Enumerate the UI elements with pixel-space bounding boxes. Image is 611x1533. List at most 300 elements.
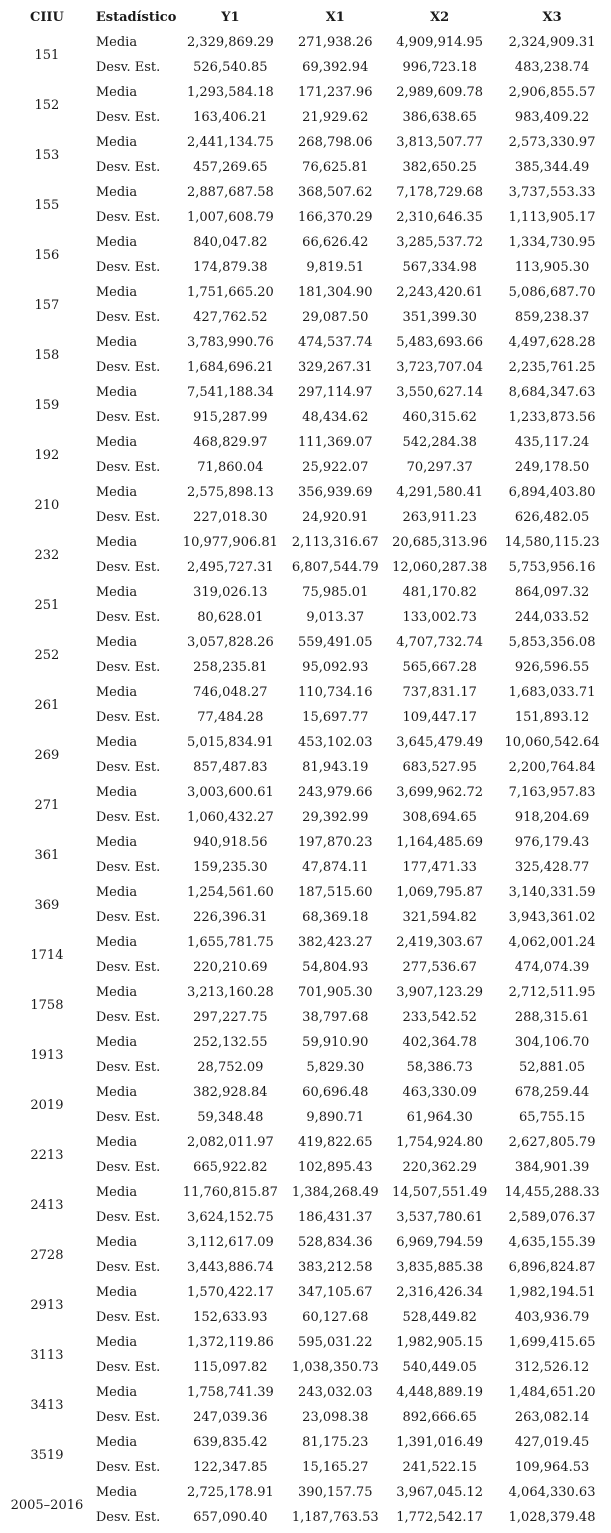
table-row [0,1480,611,1505]
statistic-label: Media [95,135,138,150]
cell-x2: 5,483,693.66 [396,335,484,350]
cell-y1: 746,048.27 [193,685,268,700]
statistic-label: Desv. Est. [95,360,161,375]
statistic-label: Desv. Est. [95,1110,161,1125]
cell-x2: 4,909,914.95 [396,35,484,50]
header-ciiu: CIIU [30,9,64,25]
cell-x2: 892,666.65 [402,1410,477,1425]
statistic-label: Desv. Est. [95,60,161,75]
cell-y1: 77,484.28 [197,710,264,725]
cell-x2: 241,522.15 [402,1460,477,1475]
header-x2: X2 [430,9,450,25]
cell-x2: 1,982,905.15 [396,1335,484,1350]
table-row [0,980,611,1005]
cell-x1: 38,797.68 [302,1010,369,1025]
cell-x2: 996,723.18 [402,60,477,75]
cell-y1: 457,269.65 [193,160,268,175]
cell-x1: 6,807,544.79 [291,560,379,575]
table-row [0,30,611,55]
header-row [0,4,611,30]
cell-x1: 76,625.81 [302,160,369,175]
cell-x1: 390,157.75 [298,1485,373,1500]
cell-y1: 2,725,178.91 [186,1485,274,1500]
cell-y1: 227,018.30 [193,510,268,525]
statistic-label: Media [95,1335,138,1350]
header-estadistico: Estadístico [95,9,177,25]
statistic-label: Media [95,1085,138,1100]
ciiu-code: 157 [34,297,60,313]
cell-x1: 356,939.69 [298,485,373,500]
cell-x2: 3,645,479.49 [396,735,484,750]
cell-x2: 4,707,732.74 [396,635,484,650]
cell-x3: 678,259.44 [514,1085,590,1100]
cell-x1: 595,031.22 [298,1335,373,1350]
statistic-label: Media [95,635,138,650]
cell-x1: 29,392.99 [302,810,369,825]
cell-x2: 58,386.73 [406,1060,473,1075]
header-x3: X3 [542,9,562,25]
cell-x3: 2,324,909.31 [508,35,596,50]
table-row [0,680,611,705]
statistic-label: Desv. Est. [95,710,161,725]
ciiu-code: 252 [34,647,60,663]
cell-x2: 3,550,627.14 [396,385,484,400]
cell-x3: 5,853,356.08 [508,635,596,650]
cell-y1: 3,624,152.75 [186,1210,274,1225]
ciiu-code: 155 [34,197,60,213]
cell-x1: 1,038,350.73 [291,1360,379,1375]
statistic-label: Media [95,735,138,750]
ciiu-code: 152 [34,97,60,113]
statistic-label: Media [95,1185,138,1200]
statistic-label: Desv. Est. [95,260,161,275]
cell-y1: 122,347.85 [193,1460,268,1475]
cell-x2: 528,449.82 [402,1310,477,1325]
cell-y1: 665,922.82 [193,1160,268,1175]
cell-x3: 976,179.43 [514,835,590,850]
cell-x1: 21,929.62 [302,110,369,125]
cell-x3: 2,573,330.97 [508,135,596,150]
cell-x1: 60,696.48 [302,1085,369,1100]
cell-x1: 111,369.07 [298,435,373,450]
cell-x3: 1,699,415.65 [508,1335,596,1350]
cell-x3: 2,627,805.79 [508,1135,596,1150]
cell-x1: 95,092.93 [302,660,369,675]
cell-x2: 3,967,045.12 [396,1485,484,1500]
cell-x2: 3,537,780.61 [396,1210,484,1225]
cell-x2: 3,723,707.04 [396,360,484,375]
cell-y1: 1,372,119.86 [186,1335,274,1350]
cell-x3: 2,906,855.57 [508,85,596,100]
ciiu-code: 232 [34,547,60,563]
table-row [0,630,611,655]
cell-x3: 1,683,033.71 [508,685,596,700]
cell-x3: 65,755.15 [518,1110,586,1125]
statistic-label: Desv. Est. [95,1510,161,1525]
table-row [0,280,611,305]
table-row [0,230,611,255]
cell-y1: 11,760,815.87 [182,1185,278,1200]
ciiu-code: 151 [34,47,60,63]
cell-x2: 737,831.17 [402,685,477,700]
cell-x3: 403,936.79 [514,1310,590,1325]
cell-y1: 226,396.31 [193,910,268,925]
statistic-label: Media [95,335,138,350]
table-row [0,330,611,355]
cell-x1: 166,370.29 [298,210,373,225]
cell-x3: 983,409.22 [514,110,590,125]
cell-x3: 325,428.77 [514,860,590,875]
ciiu-code: 1714 [30,947,64,963]
cell-x3: 3,140,331.59 [508,885,596,900]
cell-y1: 1,570,422.17 [186,1285,274,1300]
cell-x1: 329,267.31 [298,360,373,375]
cell-y1: 2,441,134.75 [186,135,274,150]
ciiu-code: 2213 [30,1147,64,1163]
statistic-label: Media [95,585,138,600]
cell-x2: 2,316,426.34 [396,1285,484,1300]
cell-x1: 25,922.07 [302,460,369,475]
cell-y1: 657,090.40 [193,1510,268,1525]
ciiu-code: 2005–2016 [10,1497,84,1513]
cell-y1: 297,227.75 [193,1010,268,1025]
cell-y1: 2,495,727.31 [186,560,274,575]
cell-x3: 5,086,687.70 [508,285,596,300]
cell-x2: 12,060,287.38 [392,560,488,575]
cell-x1: 419,822.65 [298,1135,373,1150]
cell-x1: 68,369.18 [302,910,369,925]
cell-x1: 382,423.27 [298,935,373,950]
cell-x3: 1,028,379.48 [508,1510,596,1525]
cell-y1: 1,293,584.18 [186,85,274,100]
cell-y1: 5,015,834.91 [186,735,274,750]
statistic-label: Desv. Est. [95,110,161,125]
cell-x1: 75,985.01 [302,585,369,600]
statistic-label: Media [95,935,138,950]
cell-x2: 3,813,507.77 [396,135,484,150]
ciiu-code: 251 [34,597,60,613]
statistic-label: Desv. Est. [95,1010,161,1025]
cell-x2: 565,667.28 [402,660,477,675]
cell-x2: 277,536.67 [402,960,477,975]
table-row [0,1130,611,1155]
cell-x3: 1,982,194.51 [508,1285,596,1300]
statistic-label: Media [95,1035,138,1050]
cell-y1: 468,829.97 [193,435,268,450]
cell-x1: 110,734.16 [298,685,373,700]
statistic-label: Media [95,85,138,100]
statistic-label: Media [95,35,138,50]
cell-x2: 3,285,537.72 [396,235,484,250]
cell-y1: 1,007,608.79 [186,210,274,225]
cell-x2: 308,694.65 [402,810,477,825]
cell-x2: 542,284.38 [402,435,477,450]
table-row [0,1280,611,1305]
statistic-label: Desv. Est. [95,610,161,625]
cell-y1: 319,026.13 [193,585,268,600]
cell-x1: 383,212.58 [298,1260,373,1275]
cell-y1: 2,575,898.13 [186,485,274,500]
statistic-label: Media [95,235,138,250]
cell-x2: 2,310,646.35 [396,210,484,225]
cell-x2: 402,364.78 [402,1035,477,1050]
cell-x3: 474,074.39 [514,960,590,975]
statistic-label: Desv. Est. [95,660,161,675]
table-row [0,480,611,505]
cell-x3: 483,238.74 [514,60,590,75]
ciiu-code: 153 [34,147,60,163]
cell-y1: 1,060,432.27 [186,810,274,825]
cell-x1: 368,507.62 [298,185,373,200]
table-row [0,380,611,405]
cell-y1: 71,860.04 [197,460,264,475]
ciiu-code: 2913 [30,1297,64,1313]
cell-y1: 915,287.99 [193,410,268,425]
cell-x3: 3,943,361.02 [508,910,596,925]
cell-x3: 626,482.05 [514,510,590,525]
cell-x2: 4,291,580.41 [396,485,484,500]
cell-x3: 2,712,511.95 [508,985,596,1000]
statistic-label: Desv. Est. [95,460,161,475]
cell-x3: 3,737,553.33 [508,185,596,200]
ciiu-code: 158 [34,347,60,363]
cell-x1: 474,537.74 [298,335,373,350]
statistic-label: Media [95,485,138,500]
cell-x1: 60,127.68 [302,1310,369,1325]
cell-x3: 8,684,347.63 [508,385,596,400]
cell-y1: 252,132.55 [193,1035,268,1050]
cell-y1: 59,348.48 [197,1110,264,1125]
cell-x2: 540,449.05 [402,1360,477,1375]
cell-x1: 81,175.23 [302,1435,369,1450]
statistic-label: Desv. Est. [95,1160,161,1175]
cell-x3: 1,233,873.56 [508,410,596,425]
cell-x2: 3,835,885.38 [396,1260,484,1275]
cell-y1: 115,097.82 [193,1360,268,1375]
cell-x1: 701,905.30 [298,985,373,1000]
cell-x2: 14,507,551.49 [392,1185,488,1200]
cell-x2: 70,297.37 [406,460,473,475]
statistic-label: Desv. Est. [95,910,161,925]
cell-x2: 2,989,609.78 [396,85,484,100]
cell-x3: 14,580,115.23 [504,535,600,550]
cell-y1: 382,928.84 [193,1085,268,1100]
table-row [0,1430,611,1455]
cell-y1: 526,540.85 [193,60,268,75]
cell-x2: 567,334.98 [402,260,477,275]
cell-x3: 4,062,001.24 [508,935,596,950]
ciiu-code: 2019 [30,1097,64,1113]
cell-x2: 460,315.62 [402,410,477,425]
statistic-label: Media [95,185,138,200]
cell-x2: 6,969,794.59 [396,1235,484,1250]
cell-y1: 152,633.93 [193,1310,268,1325]
cell-x2: 177,471.33 [402,860,477,875]
statistic-label: Desv. Est. [95,1410,161,1425]
ciiu-code: 361 [34,847,60,863]
statistic-label: Media [95,1135,138,1150]
table-row [0,1330,611,1355]
cell-x3: 7,163,957.83 [508,785,596,800]
cell-x1: 47,874.11 [302,860,369,875]
ciiu-code: 261 [34,697,60,713]
cell-x2: 683,527.95 [402,760,477,775]
ciiu-code: 1913 [30,1047,64,1063]
cell-x2: 382,650.25 [402,160,477,175]
cell-x2: 220,362.29 [402,1160,477,1175]
cell-x1: 268,798.06 [298,135,373,150]
statistic-label: Desv. Est. [95,960,161,975]
statistic-label: Media [95,285,138,300]
cell-y1: 3,003,600.61 [186,785,274,800]
cell-y1: 427,762.52 [193,310,268,325]
cell-x3: 435,117.24 [514,435,590,450]
statistic-label: Desv. Est. [95,760,161,775]
table-row [0,1230,611,1255]
cell-x3: 288,315.61 [514,1010,590,1025]
cell-x2: 133,002.73 [402,610,477,625]
statistic-label: Desv. Est. [95,160,161,175]
statistic-label: Media [95,535,138,550]
cell-y1: 1,758,741.39 [186,1385,274,1400]
cell-x2: 2,419,303.67 [396,935,484,950]
cell-x1: 243,979.66 [298,785,373,800]
statistic-label: Media [95,1235,138,1250]
cell-x1: 187,515.60 [298,885,373,900]
cell-y1: 1,684,696.21 [186,360,274,375]
cell-x2: 1,391,016.49 [396,1435,484,1450]
cell-y1: 3,783,990.76 [186,335,274,350]
cell-x1: 23,098.38 [302,1410,369,1425]
statistic-label: Desv. Est. [95,1460,161,1475]
statistic-label: Media [95,785,138,800]
cell-x1: 69,392.94 [302,60,369,75]
cell-x3: 427,019.45 [514,1435,590,1450]
cell-x1: 24,920.91 [302,510,369,525]
table-row [0,1380,611,1405]
header-x1: X1 [325,9,345,25]
cell-y1: 3,443,886.74 [186,1260,274,1275]
cell-x2: 109,447.17 [402,710,477,725]
cell-x2: 2,243,420.61 [396,285,484,300]
ciiu-code: 3113 [30,1347,64,1363]
ciiu-code: 369 [34,897,60,913]
cell-x1: 81,943.19 [302,760,369,775]
cell-x1: 15,165.27 [302,1460,369,1475]
cell-y1: 28,752.09 [197,1060,264,1075]
cell-x3: 113,905.30 [514,260,590,275]
cell-x3: 249,178.50 [514,460,590,475]
cell-x3: 304,106.70 [514,1035,590,1050]
cell-y1: 10,977,906.81 [182,535,278,550]
statistic-label: Desv. Est. [95,1210,161,1225]
table-row [0,780,611,805]
cell-y1: 3,213,160.28 [186,985,274,1000]
cell-y1: 2,082,011.97 [186,1135,274,1150]
cell-x3: 312,526.12 [514,1360,590,1375]
cell-x3: 151,893.12 [514,710,590,725]
table-row [0,1030,611,1055]
statistic-label: Desv. Est. [95,1060,161,1075]
cell-x3: 6,894,403.80 [508,485,596,500]
cell-x2: 20,685,313.96 [392,535,488,550]
table-row [0,430,611,455]
cell-y1: 80,628.01 [197,610,264,625]
cell-y1: 3,057,828.26 [186,635,274,650]
statistic-label: Desv. Est. [95,510,161,525]
cell-x2: 61,964.30 [406,1110,473,1125]
cell-x1: 48,434.62 [302,410,369,425]
cell-x1: 66,626.42 [302,235,369,250]
cell-x2: 351,399.30 [402,310,477,325]
cell-x3: 52,881.05 [518,1060,586,1075]
statistic-label: Desv. Est. [95,310,161,325]
table-row [0,880,611,905]
cell-y1: 220,210.69 [193,960,268,975]
cell-x2: 386,638.65 [402,110,477,125]
table-row [0,80,611,105]
statistic-label: Media [95,1435,138,1450]
cell-x3: 864,097.32 [514,585,590,600]
header-y1: Y1 [221,9,240,25]
cell-x1: 54,804.93 [302,960,369,975]
cell-x3: 244,033.52 [514,610,590,625]
cell-x1: 9,890.71 [306,1110,365,1125]
cell-x1: 15,697.77 [302,710,369,725]
cell-x2: 1,754,924.80 [396,1135,484,1150]
cell-y1: 1,655,781.75 [186,935,274,950]
statistic-label: Media [95,885,138,900]
cell-y1: 258,235.81 [193,660,268,675]
cell-x3: 385,344.49 [514,160,590,175]
statistic-label: Media [95,835,138,850]
cell-x3: 5,753,956.16 [508,560,596,575]
cell-y1: 940,918.56 [193,835,268,850]
cell-x2: 481,170.82 [402,585,477,600]
ciiu-code: 156 [34,247,60,263]
statistic-label: Media [95,1485,138,1500]
cell-y1: 3,112,617.09 [186,1235,274,1250]
cell-x3: 859,238.37 [514,310,590,325]
table-row [0,730,611,755]
cell-x2: 233,542.52 [402,1010,477,1025]
cell-x1: 1,187,763.53 [291,1510,379,1525]
statistics-table [0,4,611,1530]
cell-y1: 159,235.30 [193,860,268,875]
cell-x1: 102,895.43 [298,1160,373,1175]
cell-x3: 263,082.14 [514,1410,590,1425]
ciiu-code: 271 [34,797,60,813]
cell-x1: 5,829.30 [306,1060,365,1075]
cell-x3: 4,497,628.28 [508,335,596,350]
statistic-label: Desv. Est. [95,410,161,425]
statistic-label: Media [95,1385,138,1400]
table-row [0,1080,611,1105]
table-header [0,4,611,30]
table-row [0,930,611,955]
cell-y1: 1,254,561.60 [186,885,274,900]
cell-x2: 321,594.82 [402,910,477,925]
ciiu-code: 159 [34,397,60,413]
cell-x1: 243,032.03 [298,1385,373,1400]
statistic-label: Desv. Est. [95,860,161,875]
cell-x1: 347,105.67 [298,1285,373,1300]
ciiu-code: 3413 [30,1397,64,1413]
cell-x2: 1,164,485.69 [396,835,484,850]
statistic-label: Desv. Est. [95,1360,161,1375]
ciiu-code: 2728 [30,1247,64,1263]
cell-x1: 528,834.36 [298,1235,373,1250]
